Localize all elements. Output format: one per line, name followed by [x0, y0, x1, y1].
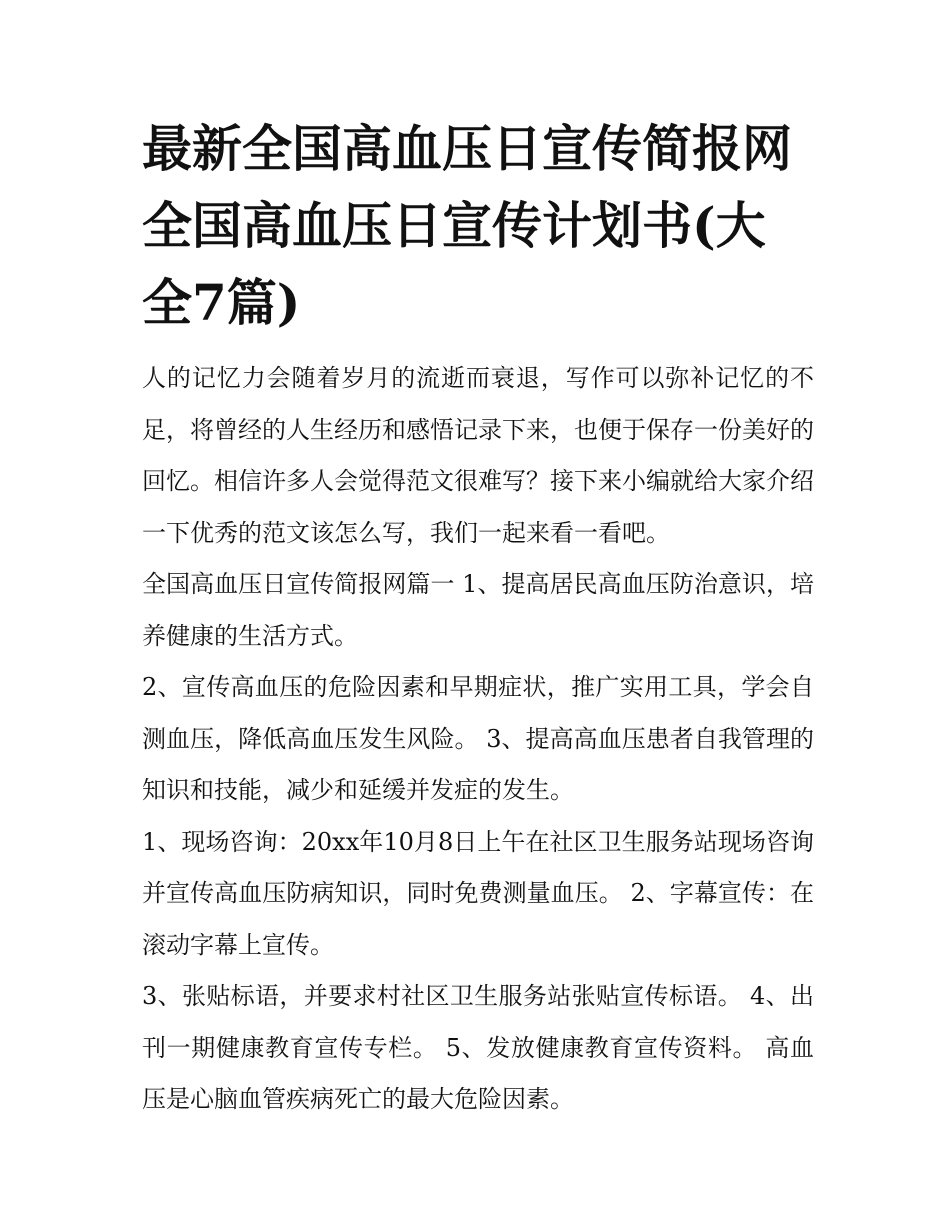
- goals-paragraph: 2、宣传高血压的危险因素和早期症状，推广实用工具，学会自测血压，降低高血压发生风险。 3、提高高血压患者自我管理的知识和技能，减少和延缓并发症的发生。: [142, 673, 814, 804]
- section-one-paragraph: 全国高血压日宣传简报网篇一 1、提高居民高血压防治意识，培养健康的生活方式。: [142, 570, 814, 650]
- document-title: 最新全国高血压日宣传简报网全国高血压日宣传计划书(大全7篇): [142, 119, 792, 332]
- document-page: [142, 110, 814, 1126]
- intro-paragraph: 人的记忆力会随着岁月的流逝而衰退，写作可以弥补记忆的不足，将曾经的人生经历和感悟记录下来，也便于保存一份美好的回忆。相信许多人会觉得范文很难写？接下来小编就给大家介绍一下优秀的范文该怎么写，我们一起来看一看吧。: [142, 364, 814, 547]
- publicity-paragraph: 3、张贴标语，并要求村社区卫生服务站张贴宣传标语。 4、出刊一期健康教育宣传专栏。 5、发放健康教育宣传资料。 高血压是心脑血管疾病死亡的最大危险因素。: [142, 982, 814, 1113]
- activities-paragraph: 1、现场咨询：20xx年10月8日上午在社区卫生服务站现场咨询并宣传高血压防病知识，同时免费测量血压。 2、字幕宣传：在滚动字幕上宣传。: [142, 827, 814, 959]
